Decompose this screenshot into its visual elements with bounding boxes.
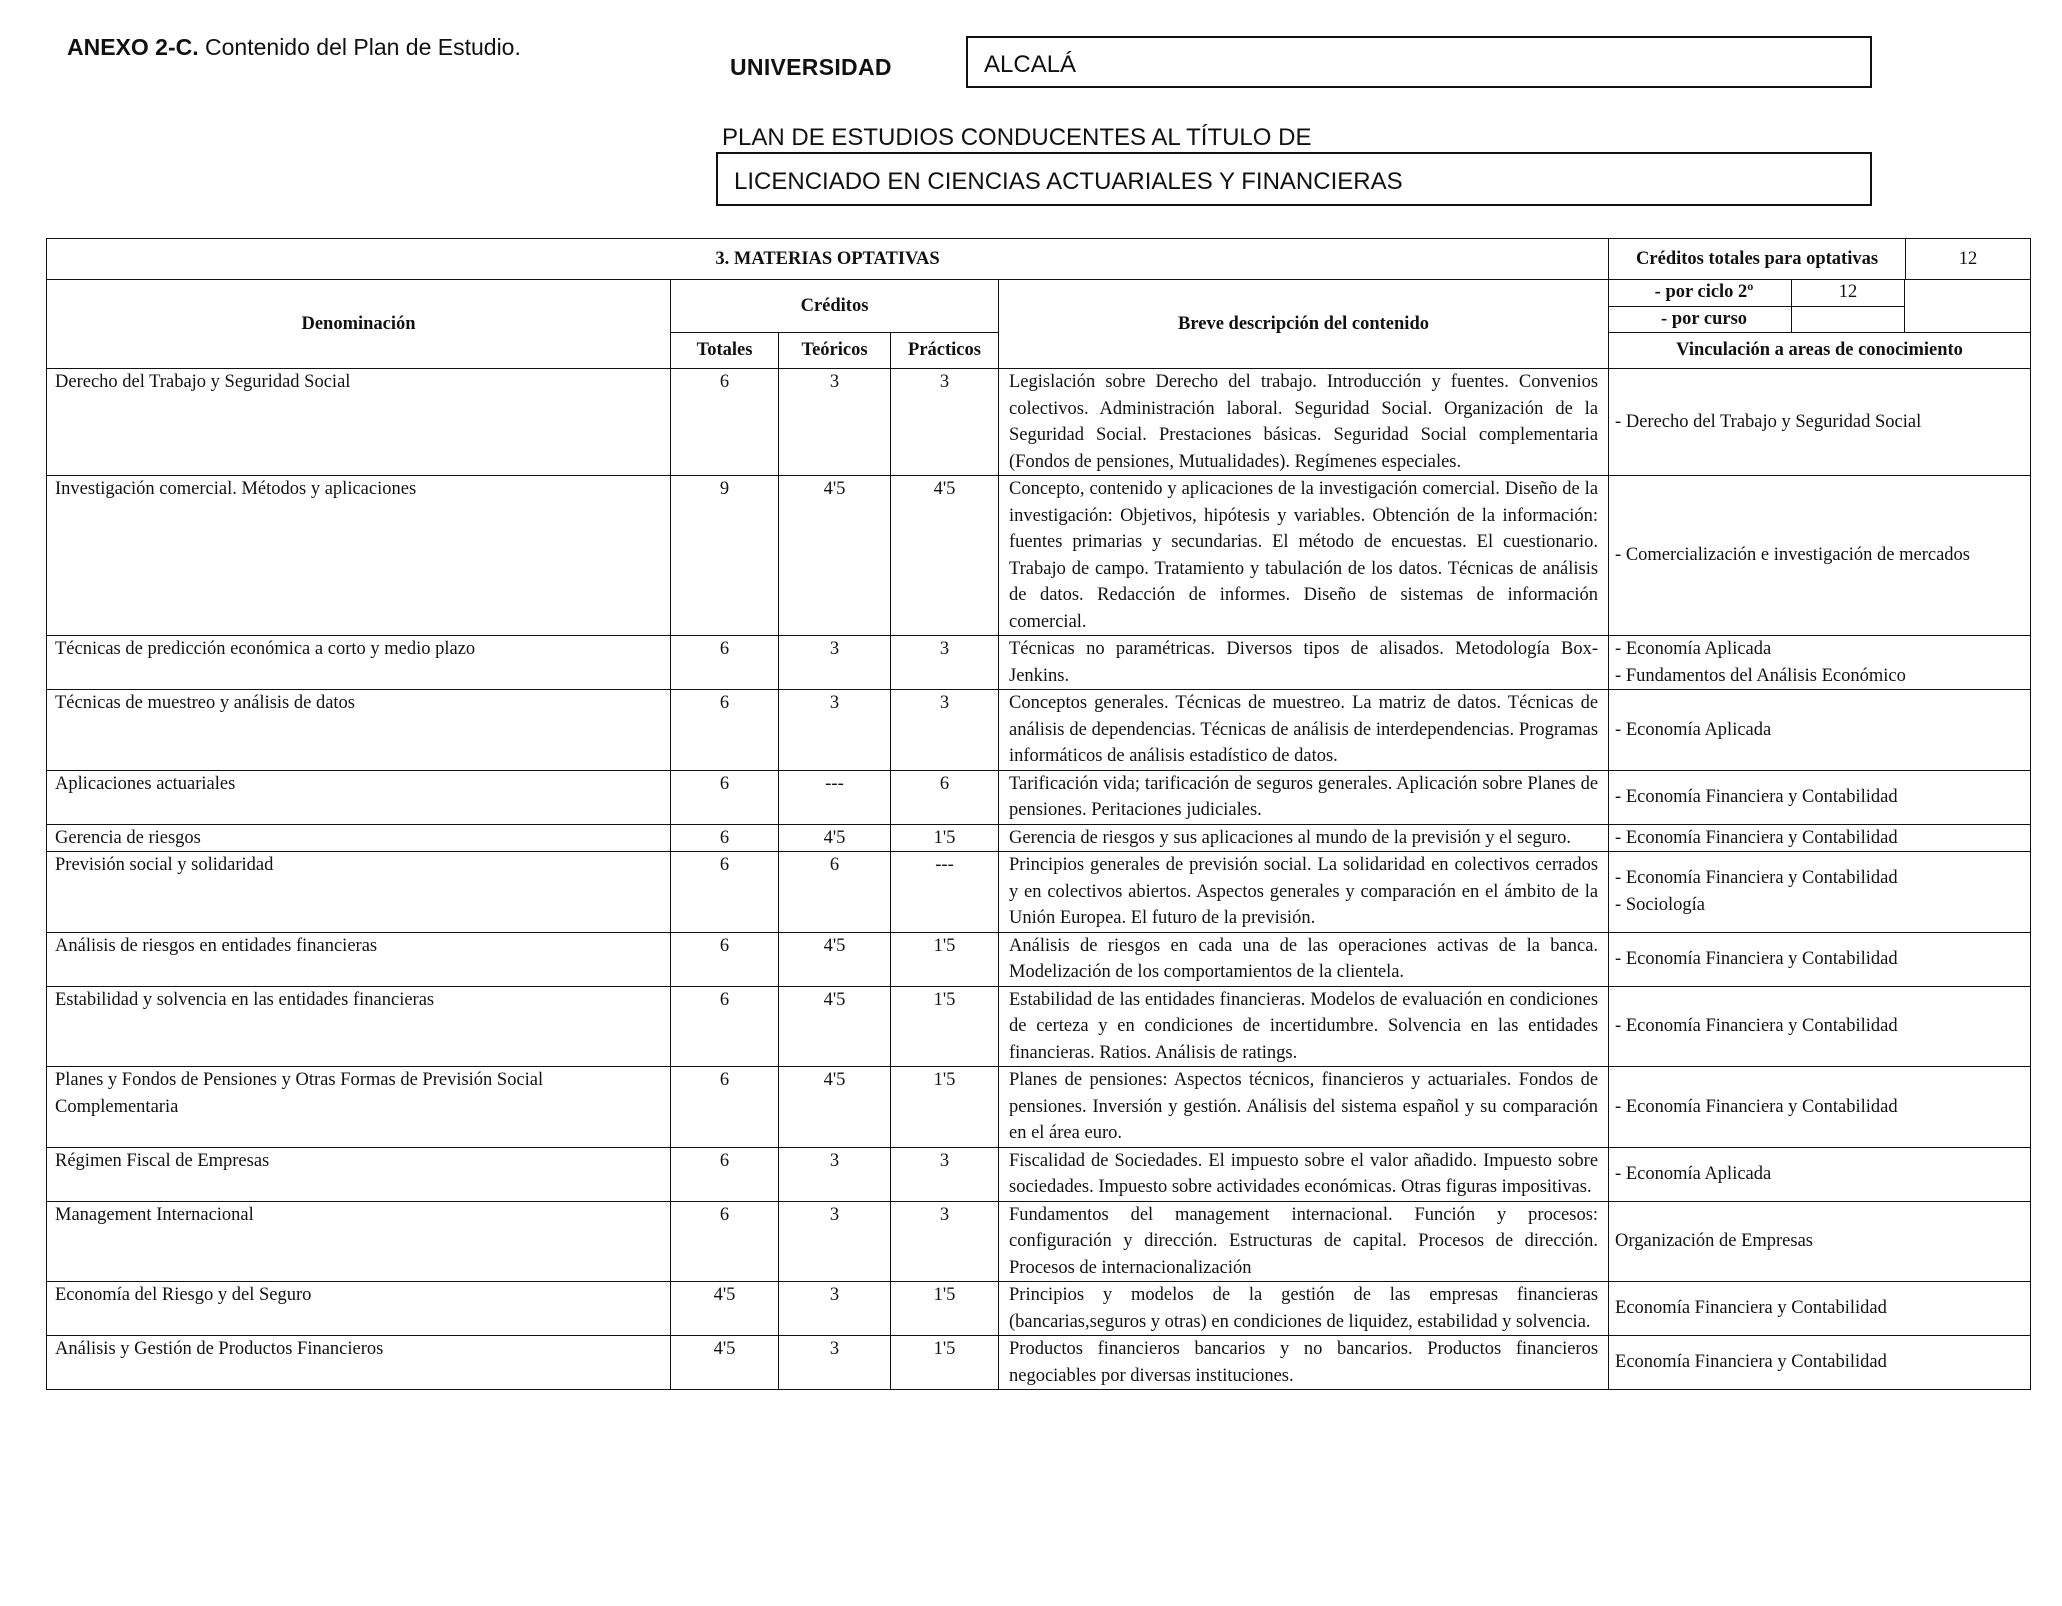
- subject-name: Estabilidad y solvencia en las entidades financieras: [47, 986, 671, 1067]
- content-description: Productos financieros bancarios y no bancarios. Productos financieros negociables por diversas instituciones.: [999, 1336, 1609, 1390]
- per-cycle-value: 12: [1792, 280, 1905, 307]
- table-row: [47, 770, 2031, 824]
- university-label: UNIVERSIDAD: [730, 54, 892, 80]
- credits-totales: 6: [671, 369, 779, 476]
- credits-totales: 6: [671, 852, 779, 933]
- table-row: [47, 932, 2031, 986]
- knowledge-area-item: - Sociología: [1615, 894, 1705, 915]
- table-row: [47, 1336, 2031, 1390]
- content-description: Concepto, contenido y aplicaciones de la investigación comercial. Diseño de la investigación: Objetivos, hipótesis y variables. Obtención de la información: fuentes primarias y secundarias. El método de encuestas. El cuestionario. Trabajo de campo. Tratamiento y tabulación de los datos. Técnicas de análisis de datos. Redacción de informes. Diseño de sistemas de información comercial.: [999, 476, 1609, 636]
- credits-teoricos: 3: [779, 1282, 891, 1336]
- knowledge-area-item: Organización de Empresas: [1615, 1231, 1813, 1251]
- subject-name: Derecho del Trabajo y Seguridad Social: [47, 369, 671, 476]
- table-row: [47, 636, 2031, 690]
- subject-name: Management Internacional: [47, 1201, 671, 1282]
- content-description: Estabilidad de las entidades financieras. Modelos de evaluación en condiciones de certeza y en condiciones de incertidumbre. Solvencia en las entidades financieras. Ratios. Análisis de ratings.: [999, 986, 1609, 1067]
- knowledge-area-item: Economía Financiera y Contabilidad: [1615, 1298, 1887, 1319]
- credits-totales: 6: [671, 636, 779, 690]
- credits-practicos: 3: [891, 1147, 999, 1201]
- content-description: Legislación sobre Derecho del trabajo. Introducción y fuentes. Convenios colectivos. Administración laboral. Seguridad Social. Organización de la Seguridad Social. Prestaciones básicas. Seguridad Social complementaria (Fondos de pensiones, Mutualidades). Regímenes especiales.: [999, 369, 1609, 476]
- knowledge-areas: [1609, 1201, 2031, 1282]
- credits-practicos: 1'5: [891, 1067, 999, 1148]
- credits-totales: 9: [671, 476, 779, 636]
- cycle-credits-cell: [1609, 280, 2031, 333]
- subject-name: Técnicas de predicción económica a corto y medio plazo: [47, 636, 671, 690]
- credits-teoricos: 4'5: [779, 986, 891, 1067]
- content-description: Principios generales de previsión social. La solidaridad en colectivos cerrados y en colectivos abiertos. Aspectos generales y comparación en el ámbito de la Unión Europea. El futuro de la previsión.: [999, 852, 1609, 933]
- content-description: Análisis de riesgos en cada una de las operaciones activas de la banca. Modelización de los comportamientos de la clientela.: [999, 932, 1609, 986]
- table-row: [47, 369, 2031, 476]
- credits-totales: 6: [671, 1201, 779, 1282]
- table-row: [47, 1067, 2031, 1148]
- col-area-header: Vinculación a areas de conocimiento: [1609, 333, 2031, 369]
- knowledge-areas: [1609, 476, 2031, 636]
- col-practicos-header: Prácticos: [891, 333, 999, 369]
- knowledge-area-item: - Economía Financiera y Contabilidad: [1615, 1016, 1898, 1036]
- credits-teoricos: 4'5: [779, 824, 891, 852]
- credits-totales: 6: [671, 932, 779, 986]
- credits-teoricos: 3: [779, 1336, 891, 1390]
- credits-teoricos: 3: [779, 1147, 891, 1201]
- knowledge-area-item: - Economía Aplicada: [1615, 639, 1772, 659]
- university-value: ALCALÁ: [966, 36, 1872, 88]
- credits-totales: 6: [671, 1067, 779, 1148]
- credits-totales: 6: [671, 1147, 779, 1201]
- knowledge-areas: [1609, 770, 2031, 824]
- content-description: Planes de pensiones: Aspectos técnicos, financieros y actuariales. Fondos de pensiones. Inversión y gestión. Análisis del sistema español y su comparación en el área euro.: [999, 1067, 1609, 1148]
- credits-teoricos: 3: [779, 690, 891, 771]
- knowledge-areas: [1609, 986, 2031, 1067]
- credits-practicos: ---: [891, 852, 999, 933]
- table-row: [47, 476, 2031, 636]
- credits-teoricos: 4'5: [779, 932, 891, 986]
- knowledge-area-item: - Comercialización e investigación de mercados: [1615, 545, 1970, 566]
- knowledge-area-item: - Economía Financiera y Contabilidad: [1615, 1096, 1898, 1117]
- knowledge-areas: [1609, 1282, 2031, 1336]
- total-credits-cell: [1609, 239, 2031, 280]
- credits-totales: 6: [671, 690, 779, 771]
- subject-name: Aplicaciones actuariales: [47, 770, 671, 824]
- knowledge-area-item: Economía Financiera y Contabilidad: [1615, 1352, 1887, 1373]
- per-course-empty: [1905, 307, 2030, 332]
- section-title: 3. MATERIAS OPTATIVAS: [47, 239, 1609, 280]
- credits-practicos: 1'5: [891, 1336, 999, 1390]
- credits-practicos: 3: [891, 1201, 999, 1282]
- annex-title: [67, 34, 521, 61]
- knowledge-areas: [1609, 932, 2031, 986]
- per-course-label: - por curso: [1609, 307, 1792, 332]
- knowledge-area-item: - Economía Financiera y Contabilidad: [1615, 948, 1898, 969]
- knowledge-area-item: - Economía Financiera y Contabilidad: [1615, 827, 1898, 848]
- table-row: [47, 852, 2031, 933]
- credits-totales: 6: [671, 824, 779, 852]
- knowledge-area-item: - Derecho del Trabajo y Seguridad Social: [1615, 411, 1922, 432]
- credits-teoricos: 3: [779, 369, 891, 476]
- credits-totales: 4'5: [671, 1282, 779, 1336]
- credits-totales: 4'5: [671, 1336, 779, 1390]
- credits-teoricos: 3: [779, 636, 891, 690]
- subject-name: Análisis de riesgos en entidades financieras: [47, 932, 671, 986]
- credits-teoricos: 4'5: [779, 476, 891, 636]
- table-row: [47, 1282, 2031, 1336]
- col-name-header: Denominación: [47, 280, 671, 369]
- knowledge-areas: [1609, 1336, 2031, 1390]
- table-row: [47, 1201, 2031, 1282]
- knowledge-areas: [1609, 636, 2031, 690]
- knowledge-area-item: - Fundamentos del Análisis Económico: [1615, 665, 1906, 686]
- table-row: [47, 690, 2031, 771]
- knowledge-area-item: - Economía Financiera y Contabilidad: [1615, 786, 1898, 807]
- knowledge-areas: [1609, 369, 2031, 476]
- subject-name: Previsión social y solidaridad: [47, 852, 671, 933]
- content-description: Técnicas no paramétricas. Diversos tipos de alisados. Metodología Box-Jenkins.: [999, 636, 1609, 690]
- knowledge-areas: [1609, 1067, 2031, 1148]
- content-description: Fiscalidad de Sociedades. El impuesto sobre el valor añadido. Impuesto sobre sociedades. Impuesto sobre actividades económicas. Otras figuras impositivas.: [999, 1147, 1609, 1201]
- subject-name: Técnicas de muestreo y análisis de datos: [47, 690, 671, 771]
- credits-practicos: 6: [891, 770, 999, 824]
- credits-totales: 6: [671, 770, 779, 824]
- subject-name: Investigación comercial. Métodos y aplicaciones: [47, 476, 671, 636]
- credits-teoricos: 4'5: [779, 1067, 891, 1148]
- credits-practicos: 1'5: [891, 1282, 999, 1336]
- col-teoricos-header: Teóricos: [779, 333, 891, 369]
- knowledge-area-item: - Economía Aplicada: [1615, 1163, 1772, 1184]
- knowledge-areas: [1609, 852, 2031, 933]
- credits-practicos: 3: [891, 690, 999, 771]
- col-desc-header: Breve descripción del contenido: [999, 280, 1609, 369]
- table-row: [47, 824, 2031, 852]
- credits-practicos: 1'5: [891, 986, 999, 1067]
- total-credits-label: Créditos totales para optativas: [1609, 239, 1906, 279]
- per-cycle-label: - por ciclo 2º: [1609, 280, 1792, 307]
- knowledge-areas: [1609, 824, 2031, 852]
- knowledge-areas: [1609, 690, 2031, 771]
- knowledge-areas: [1609, 1147, 2031, 1201]
- subject-name: Economía del Riesgo y del Seguro: [47, 1282, 671, 1336]
- credits-teoricos: ---: [779, 770, 891, 824]
- col-credits-header: Créditos: [671, 280, 999, 333]
- credits-practicos: 4'5: [891, 476, 999, 636]
- plan-label: PLAN DE ESTUDIOS CONDUCENTES AL TÍTULO DE: [722, 124, 1312, 151]
- credits-practicos: 3: [891, 369, 999, 476]
- content-description: Conceptos generales. Técnicas de muestreo. La matriz de datos. Técnicas de análisis de dependencias. Técnicas de análisis de interdependencias. Programas informáticos de análisis estadístico de datos.: [999, 690, 1609, 771]
- annex-number: ANEXO 2-C.: [67, 34, 199, 60]
- per-course-value: [1792, 307, 1905, 332]
- col-totales-header: Totales: [671, 333, 779, 369]
- subject-name: Análisis y Gestión de Productos Financieros: [47, 1336, 671, 1390]
- content-description: Fundamentos del management internacional. Función y procesos: configuración y dirección. Estructuras de capital. Procesos de dirección. Procesos de internacionalización: [999, 1201, 1609, 1282]
- table-row: [47, 986, 2031, 1067]
- subject-name: Planes y Fondos de Pensiones y Otras Formas de Previsión Social Complementaria: [47, 1067, 671, 1148]
- content-description: Principios y modelos de la gestión de las empresas financieras (bancarias,seguros y otras) en condiciones de liquidez, estabilidad y solvencia.: [999, 1282, 1609, 1336]
- knowledge-area-item: - Economía Financiera y Contabilidad: [1615, 868, 1898, 889]
- credits-practicos: 1'5: [891, 824, 999, 852]
- credits-practicos: 1'5: [891, 932, 999, 986]
- credits-teoricos: 3: [779, 1201, 891, 1282]
- per-cycle-empty: [1905, 280, 2030, 307]
- content-description: Tarificación vida; tarificación de seguros generales. Aplicación sobre Planes de pensiones. Peritaciones judiciales.: [999, 770, 1609, 824]
- table-row: [47, 1147, 2031, 1201]
- degree-value: LICENCIADO EN CIENCIAS ACTUARIALES Y FINANCIERAS: [716, 152, 1872, 206]
- knowledge-area-item: - Economía Aplicada: [1615, 719, 1772, 740]
- content-description: Gerencia de riesgos y sus aplicaciones al mundo de la previsión y el seguro.: [999, 824, 1609, 852]
- total-credits-value: 12: [1958, 248, 1978, 269]
- credits-teoricos: 6: [779, 852, 891, 933]
- subject-name: Régimen Fiscal de Empresas: [47, 1147, 671, 1201]
- credits-practicos: 3: [891, 636, 999, 690]
- credits-totales: 6: [671, 986, 779, 1067]
- optional-subjects-table: [46, 238, 2031, 1390]
- annex-text: Contenido del Plan de Estudio.: [198, 34, 521, 60]
- subject-name: Gerencia de riesgos: [47, 824, 671, 852]
